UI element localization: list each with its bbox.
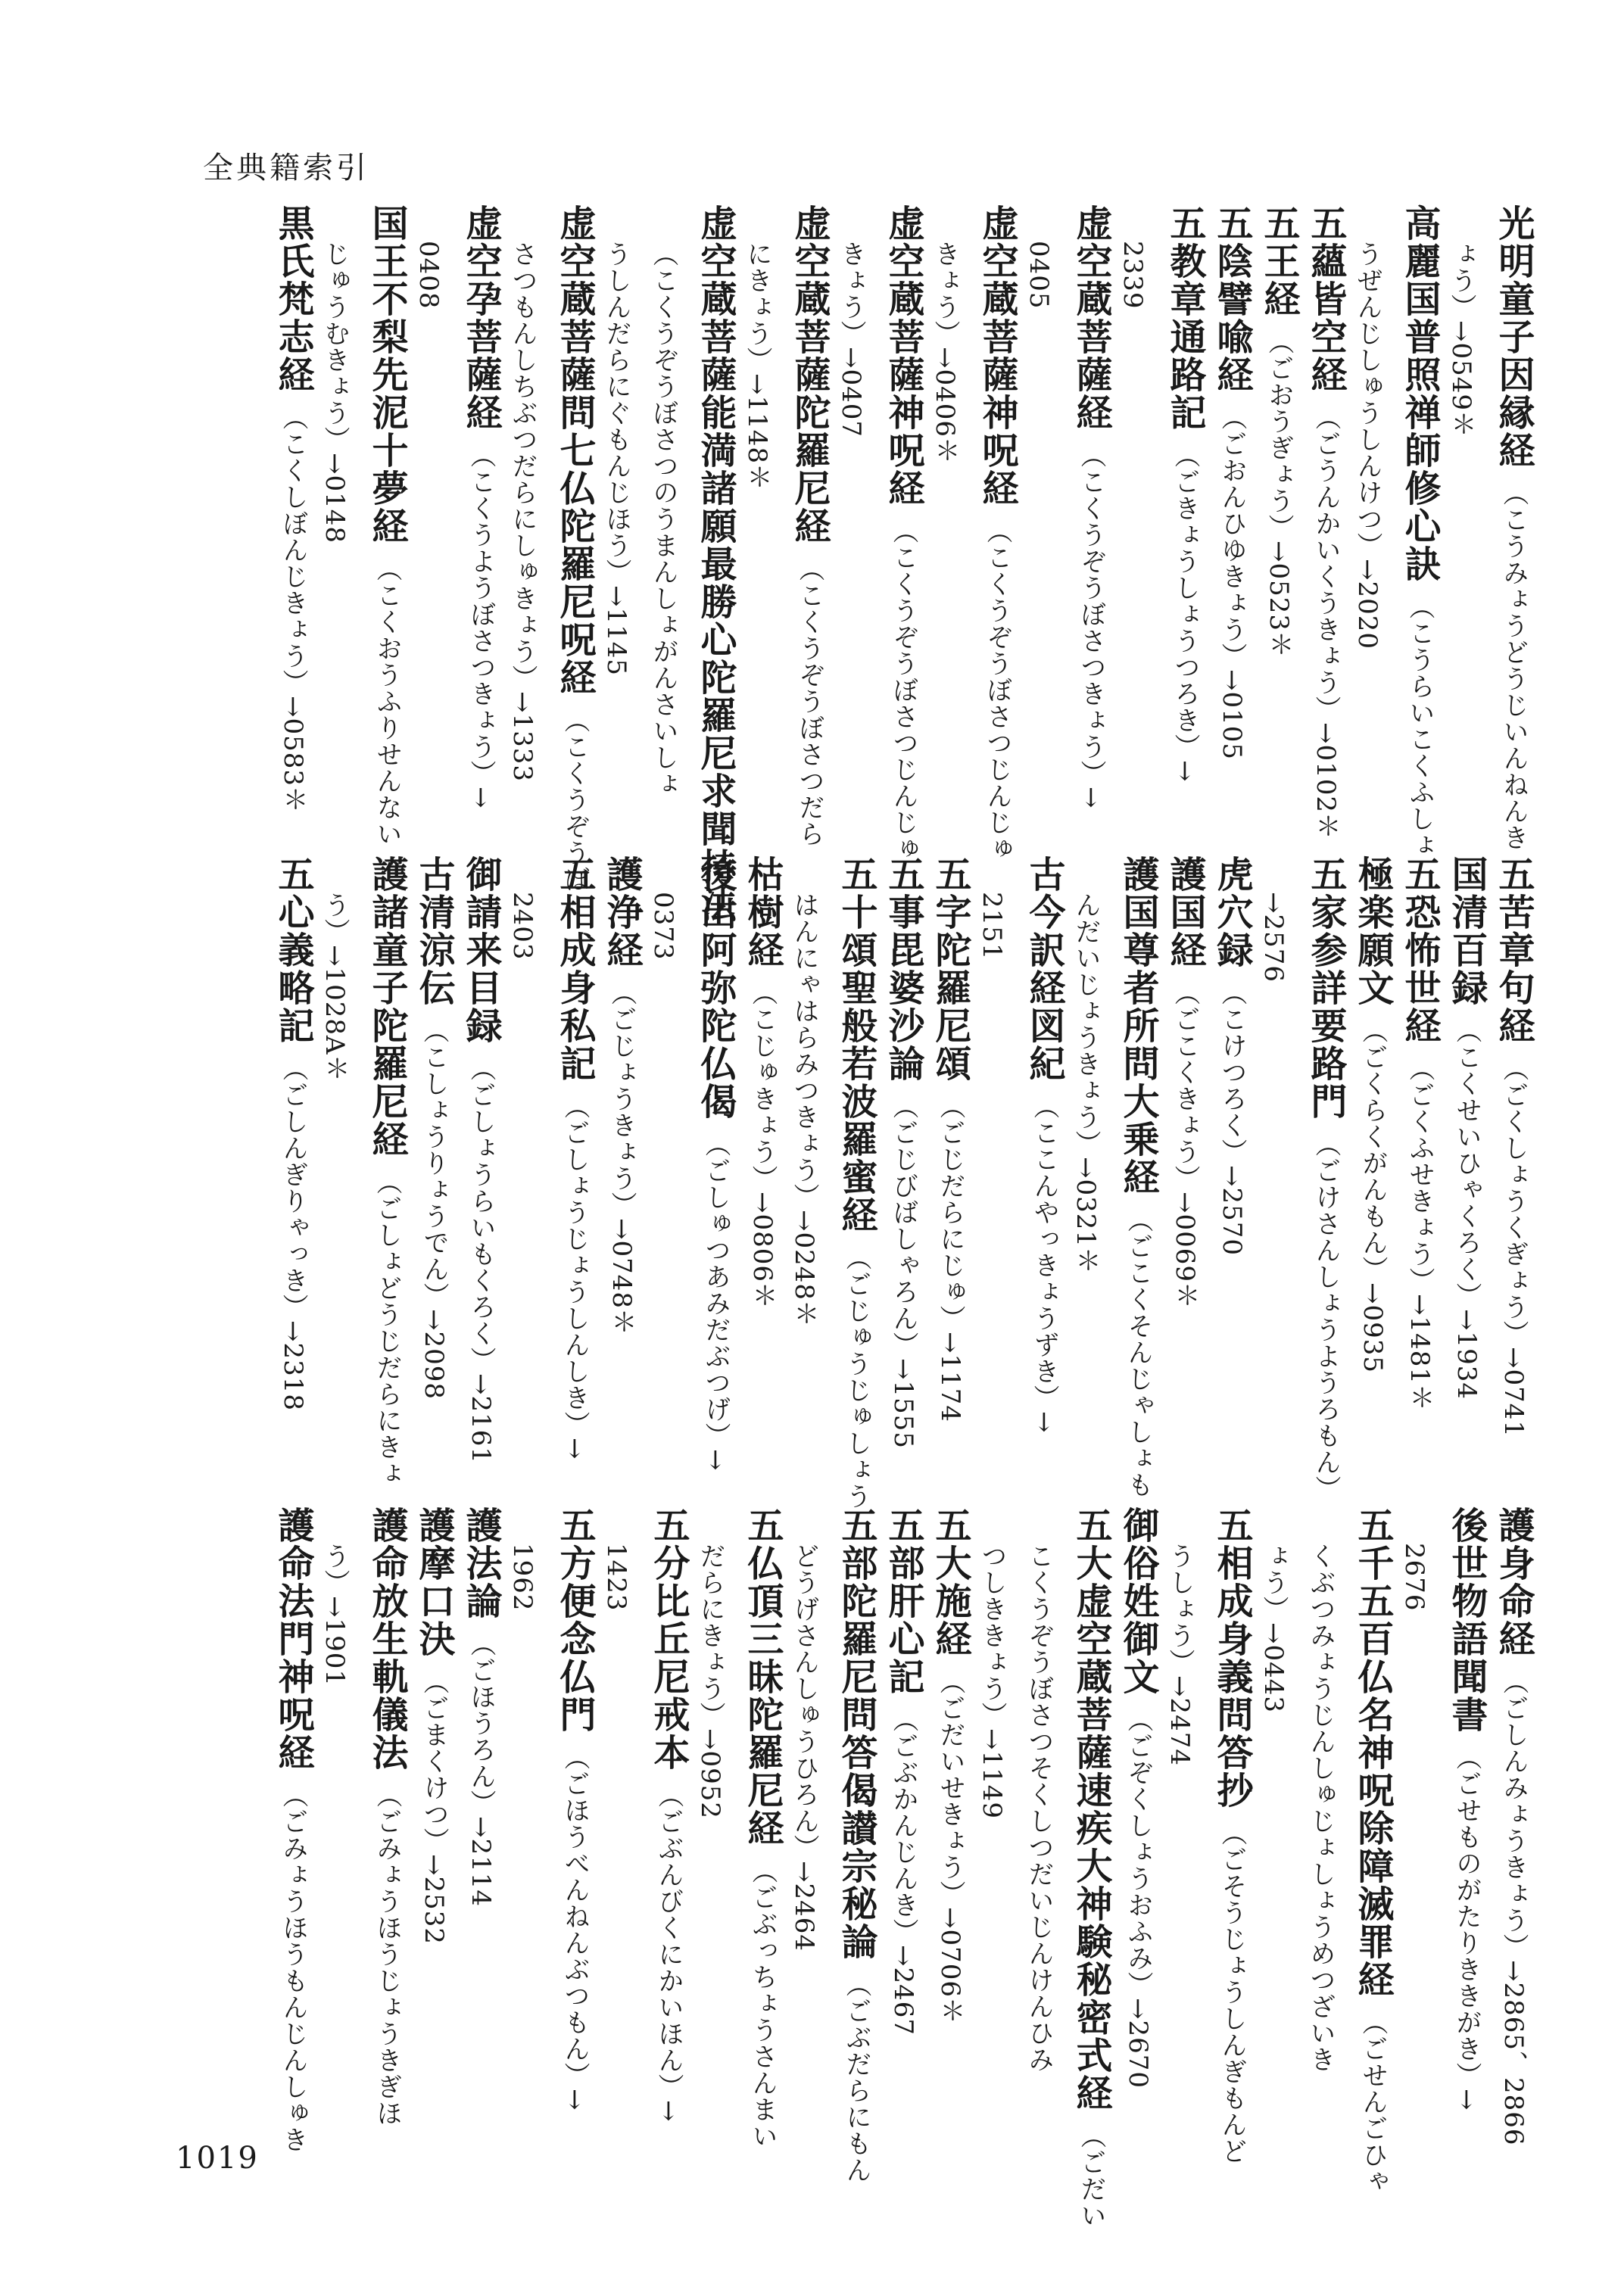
index-entry: [460, 204, 502, 809]
entry-reading: （ごしょうらいもくろく）→2161: [466, 1055, 496, 1465]
entry-title: 五家参詳要路門: [1304, 855, 1347, 1120]
entry-title: 五十頌聖般若波羅蜜経: [835, 855, 877, 1234]
index-entry: [1304, 204, 1347, 840]
entry-title: 五陰譬喩経: [1211, 204, 1253, 394]
entry-reading: （ごせものがたりききがき）→: [1451, 1744, 1482, 2111]
entry-reading: （ごせんごひゃ: [1357, 2009, 1388, 2195]
entry-continuation: 0408: [413, 241, 444, 310]
entry-reading: （ごしゅつあみだぶつげ）→: [700, 1131, 731, 1472]
index-entry: [1258, 204, 1300, 659]
index-entry: [694, 204, 737, 924]
entry-continuation: 2403: [507, 892, 538, 961]
entry-reading: （こうらいこくふしょ: [1404, 594, 1435, 858]
index-entry: [553, 1506, 596, 2111]
index-entry: [1117, 1506, 1159, 2089]
entry-title: 高麗国普照禅師修心訣: [1398, 204, 1441, 583]
entry-reading: （ごぶかんじんき）→2467: [888, 1706, 918, 2036]
entry-title: 護国経: [1164, 855, 1206, 969]
index-entry: [366, 1506, 408, 2126]
entry-continuation: どうげさんしゅうひろん）→2464: [789, 1543, 819, 1952]
entry-title: 五恐怖世経: [1398, 855, 1441, 1045]
entry-title: 護命放生軌儀法: [366, 1506, 408, 1771]
entry-reading: （ごくふせきょう）→1481＊: [1404, 1055, 1435, 1412]
entry-reading: （ごしんぎりゃっき）→2318: [278, 1055, 308, 1412]
entry-title: 五相成身私記: [553, 855, 596, 1083]
entry-reading: （ごまくけつ）→2532: [419, 1668, 449, 1946]
entry-reading: （ごほうろん）→2114: [466, 1631, 496, 1908]
entry-title: 御俗姓御文: [1117, 1506, 1159, 1696]
entry-continuation: うぜんじしゅうしんけつ）→2020: [1352, 241, 1382, 650]
index-entry: [1211, 1506, 1253, 2164]
index-entry: [1398, 204, 1441, 858]
entry-continuation: にきょう）→1148＊: [742, 241, 772, 491]
entry-title: 黒氏梵志経: [272, 204, 314, 394]
entry-title: 五方便念仏門: [553, 1506, 596, 1734]
entry-reading: （ごこくそんじゃしょも: [1123, 1207, 1153, 1498]
index-entry: [272, 855, 314, 1412]
entry-reading: （ごけさんしょうようろもん）: [1311, 1131, 1341, 1502]
entry-reading: （ごぶだらにもん: [841, 1971, 871, 2183]
entry-reading: （ごほうべんねんぶつもん）→: [560, 1744, 590, 2111]
entry-title: 護国尊者所問大乗経: [1117, 855, 1159, 1196]
entry-continuation: 2676: [1399, 1543, 1429, 1612]
entry-reading: （ごぶっちょうさんまい: [747, 1858, 778, 2149]
entry-reading: （こくうようぼさつきょう）→: [466, 442, 496, 809]
entry-reading: （ごおうぎょう）→0523＊: [1264, 329, 1294, 659]
entry-title: 後出阿弥陀仏偈: [694, 855, 737, 1120]
entry-continuation: 1423: [601, 1543, 631, 1612]
index-entry: [741, 1506, 784, 2149]
index-entry: [1492, 855, 1535, 1438]
entry-reading: （ごじょうきょう）→0748＊: [606, 980, 637, 1336]
entry-reading: （こしょうりょうでん）→2098: [419, 1017, 449, 1400]
entry-title: 虚空蔵菩薩経: [1070, 204, 1112, 431]
entry-title: 古今訳経図紀: [1023, 855, 1065, 1083]
index-entry: [1445, 855, 1488, 1400]
entry-reading: （ごそうじょうしんぎもんど: [1217, 1820, 1247, 2164]
entry-reading: （こけつろく）→2570: [1217, 980, 1247, 1257]
entry-reading: （こじゅきょう）→0806＊: [747, 980, 778, 1310]
index-entry: [366, 204, 408, 847]
index-entry: [694, 855, 737, 1472]
entry-title: 後世物語聞書: [1445, 1506, 1488, 1734]
index-entry: [413, 855, 455, 1400]
index-entry: [741, 855, 784, 1310]
index-entry: [1211, 855, 1253, 1257]
entry-reading: （ごきょうしょうつろき）→: [1170, 442, 1200, 783]
entry-title: 五大虚空蔵菩薩速疾大神験秘密式経: [1070, 1506, 1112, 2112]
index-entry: [1164, 855, 1206, 1310]
index-entry: [882, 1506, 924, 2036]
entry-continuation: つしききょう）→1149: [977, 1543, 1007, 1820]
entry-title: 五心義略記: [272, 855, 314, 1045]
entry-continuation: ょう）→0549＊: [1446, 241, 1476, 438]
entry-reading: （ごこくきょう）→0069＊: [1170, 980, 1200, 1310]
entry-title: 国清百録: [1445, 855, 1488, 1007]
entry-title: 五字陀羅尼頌: [929, 855, 971, 1083]
entry-continuation: う）→1901: [320, 1543, 350, 1687]
entry-continuation: →2576: [1258, 892, 1289, 983]
entry-reading: （ごおんひゆきょう）→0105: [1217, 404, 1247, 761]
entry-title: 光明童子因縁経: [1492, 204, 1535, 469]
index-entry: [835, 1506, 877, 2183]
entry-continuation: だらにきょう）→0952: [695, 1543, 725, 1820]
entry-reading: （ごしんみょうきょう）→2865、2866: [1498, 1668, 1529, 2146]
index-entry: [553, 204, 596, 893]
entry-continuation: じゅうむきょう）→0148: [320, 241, 350, 544]
entry-continuation: こくうぞうぼさつそくしつだいじんけんひみ: [1024, 1543, 1054, 2073]
index-entry: [272, 1506, 314, 2153]
entry-continuation: う）→1028A＊: [320, 892, 350, 1082]
entry-title: 五千五百仏名神呪除障滅罪経: [1351, 1506, 1394, 1999]
entry-title: 国王不梨先泥十夢経: [366, 204, 408, 545]
entry-reading: （ごぶんびくにかいほん）→: [653, 1782, 684, 2123]
entry-title: 五部肝心記: [882, 1506, 924, 1696]
entry-title: 護身命経: [1492, 1506, 1535, 1658]
entry-title: 虚空蔵菩薩神呪経: [882, 204, 924, 507]
index-entry: [1492, 204, 1535, 851]
page-number: 1019: [176, 2141, 259, 2176]
entry-continuation: うしんだらにぐもんじほう）→1145: [601, 241, 631, 677]
index-entry: [929, 1506, 971, 2025]
entry-title: 虎穴録: [1211, 855, 1253, 969]
entry-reading: （ごだいせきょう）→0706＊: [935, 1668, 965, 2025]
entry-title: 五仏頂三昧陀羅尼経: [741, 1506, 784, 1847]
entry-title: 五蘊皆空経: [1304, 204, 1347, 394]
entry-reading: （ごじゅうじゅしょう: [841, 1245, 871, 1509]
index-entry: [1445, 1506, 1488, 2111]
index-entry: [1398, 855, 1441, 1412]
entry-title: 護摩口決: [413, 1506, 455, 1658]
entry-reading: （ごじだらにじゅ）→1174: [935, 1093, 965, 1423]
entry-title: 五相成身義問答抄: [1211, 1506, 1253, 1809]
entry-continuation: んだいじょうきょう）→0321＊: [1071, 892, 1101, 1275]
entry-continuation: 2339: [1117, 241, 1148, 310]
entry-title: 五苦章句経: [1492, 855, 1535, 1045]
entry-continuation: 0373: [648, 892, 678, 961]
entry-reading: （こくしぼんじきょう）→0583＊: [278, 404, 308, 814]
entry-title: 五分比丘尼戒本: [647, 1506, 690, 1771]
entry-continuation: （こくうぞうぼさつのうまんしょがんさいしょ: [648, 241, 678, 797]
index-entry: [647, 1506, 690, 2123]
entry-reading: （ごみょうほうもんじんしゅき: [278, 1782, 308, 2153]
index-entry: [1351, 855, 1394, 1374]
entry-title: 虚空蔵菩薩陀羅尼経: [788, 204, 831, 545]
entry-reading: （ここんやっきょうずき）→: [1029, 1093, 1059, 1434]
entry-title: 御請来目録: [460, 855, 502, 1045]
entry-reading: （こくうぞうぼさつだら: [794, 556, 824, 847]
entry-title: 虚空蔵菩薩神呪経: [976, 204, 1018, 507]
entry-title: 枯樹経: [741, 855, 784, 969]
index-entry: [1304, 855, 1347, 1502]
index-entry: [1023, 855, 1065, 1434]
index-entry: [929, 855, 971, 1423]
entry-reading: （こくせいひゃくろく）→1934: [1451, 1017, 1482, 1400]
entry-continuation: ょう）→0443: [1258, 1543, 1289, 1714]
entry-title: 護命法門神呪経: [272, 1506, 314, 1771]
entry-reading: （ごだい: [1076, 2123, 1106, 2229]
index-entry: [835, 855, 877, 1509]
entry-continuation: 2151: [977, 892, 1007, 961]
entry-reading: （ごくらくがんもん）→0935: [1357, 1017, 1388, 1374]
entry-title: 五教章通路記: [1164, 204, 1206, 431]
index-entry: [882, 204, 924, 862]
index-entry: [788, 204, 831, 847]
index-entry: [976, 204, 1018, 862]
entry-reading: （こくおうふりせんない: [372, 556, 402, 847]
entry-continuation: くぶつみょうじんしゅじょしょうめつざいき: [1305, 1543, 1336, 2073]
entry-reading: （ごくしょうくぎょう）→0741: [1498, 1055, 1529, 1438]
entry-title: 虚空孕菩薩経: [460, 204, 502, 431]
index-entry: [1070, 204, 1112, 809]
index-entry: [882, 855, 924, 1450]
entry-title: 五部陀羅尼問答偈讃宗秘論: [835, 1506, 877, 1961]
entry-continuation: 0405: [1024, 241, 1054, 310]
entry-title: 極楽願文: [1351, 855, 1394, 1007]
index-entry: [272, 204, 314, 814]
index-entry: [1492, 1506, 1535, 2146]
index-entry: [366, 855, 408, 1487]
entry-title: 五大施経: [929, 1506, 971, 1658]
index-entry: [1164, 204, 1206, 783]
index-entry: [460, 855, 502, 1465]
entry-title: 護浄経: [600, 855, 643, 969]
entry-reading: （ごみょうほうじょうきぎほ: [372, 1782, 402, 2126]
entry-reading: （ごうんかいくうきょう）→0102＊: [1311, 404, 1341, 840]
entry-continuation: きょう）→0406＊: [930, 241, 960, 465]
entry-title: 虚空蔵菩薩問七仏陀羅尼呪経: [553, 204, 596, 696]
index-entry: [1070, 1506, 1112, 2229]
entry-reading: （こうみょうどうじいんねんき: [1498, 480, 1529, 851]
index-entry: [460, 1506, 502, 1908]
entry-title: 古清涼伝: [413, 855, 455, 1007]
entry-title: 五王経: [1258, 204, 1300, 318]
entry-reading: （ごしょどうじだらにきょ: [372, 1169, 402, 1487]
entry-reading: （こくうぞうぼさつじんじゅ: [982, 518, 1012, 862]
entry-continuation: さつもんしちぶつだらにしゅきょう）→1333: [507, 241, 538, 783]
entry-title: 虚空蔵菩薩能満諸願最勝心陀羅尼求聞持法: [694, 204, 737, 924]
entry-title: 五事毘婆沙論: [882, 855, 924, 1083]
entry-title: 護法論: [460, 1506, 502, 1620]
index-entry: [553, 855, 596, 1460]
index-entry: [1117, 855, 1159, 1498]
entry-continuation: 1962: [507, 1543, 538, 1612]
index-entry: [600, 855, 643, 1336]
entry-reading: （こくうぞうぼ: [560, 707, 590, 893]
index-entry: [1351, 1506, 1394, 2195]
entry-reading: （こくうぞうぼさつじんじゅ: [888, 518, 918, 862]
entry-title: 護諸童子陀羅尼経: [366, 855, 408, 1158]
entry-reading: （ごしょうじょうしんしき）→: [560, 1093, 590, 1460]
page-header: 全典籍索引: [203, 151, 369, 185]
index-entry: [1211, 204, 1253, 761]
entry-continuation: きょう）→0407: [836, 241, 866, 438]
index-entry: [413, 1506, 455, 1946]
entry-continuation: うしょう）→2474: [1164, 1543, 1195, 1767]
entry-continuation: はんにゃはらみつきょう）→0248＊: [789, 892, 819, 1328]
entry-reading: （ごぞくしょうおふみ）→2670: [1123, 1706, 1153, 2089]
entry-reading: （こくうぞうぼさつきょう）→: [1076, 442, 1106, 809]
entry-reading: （ごじびばしゃろん）→1555: [888, 1093, 918, 1450]
